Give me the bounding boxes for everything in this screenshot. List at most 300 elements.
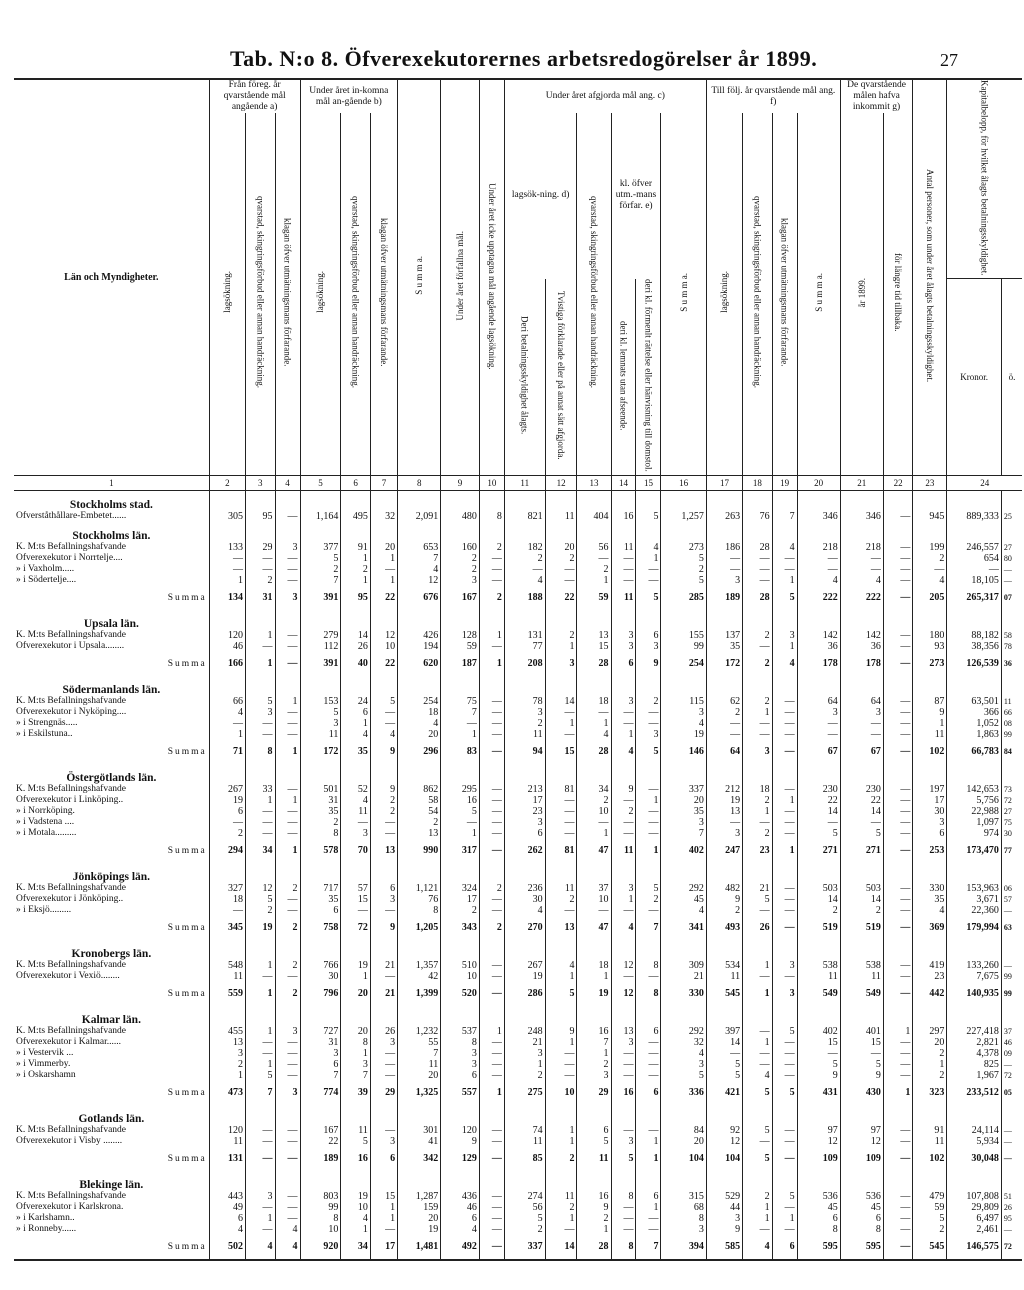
- empty-cell: [275, 522, 300, 542]
- value-cell: 63,501: [947, 696, 1001, 707]
- value-cell: 71: [209, 740, 245, 764]
- table-body: [14, 490, 1022, 1260]
- table-row: [14, 883, 1022, 894]
- table-row: [14, 1048, 1022, 1059]
- value-cell: —: [545, 905, 577, 916]
- empty-cell: [883, 1006, 913, 1026]
- empty-cell: [947, 676, 1001, 696]
- value-cell: 3: [275, 586, 300, 610]
- value-cell: 4,378: [947, 1048, 1001, 1059]
- value-cell: 1: [883, 1026, 913, 1037]
- table-row: [14, 817, 1022, 828]
- value-cell: 12: [246, 883, 276, 894]
- section-heading-row: [14, 1006, 1022, 1026]
- value-cell: 1: [441, 729, 480, 740]
- value-cell: 285: [661, 586, 706, 610]
- value-cell: 13: [545, 916, 577, 940]
- value-cell: 3: [706, 828, 742, 839]
- empty-cell: [636, 1006, 661, 1026]
- empty-cell: [341, 610, 371, 630]
- value-cell: 85: [504, 1147, 545, 1171]
- value-cell: 21: [661, 971, 706, 982]
- value-cell: 270: [504, 916, 545, 940]
- ore-cell: 84: [1001, 740, 1022, 764]
- value-cell: 11: [611, 586, 636, 610]
- authority-name: Öfverexekutor i Karlskrona.: [16, 1201, 124, 1212]
- value-cell: 4: [840, 575, 883, 586]
- value-cell: 5: [246, 894, 276, 905]
- table-row: [14, 1202, 1022, 1213]
- value-cell: 1: [246, 630, 276, 641]
- empty-cell: [661, 610, 706, 630]
- value-cell: 766: [300, 960, 341, 971]
- value-cell: 3: [246, 707, 276, 718]
- value-cell: 3: [611, 630, 636, 641]
- value-cell: —: [636, 817, 661, 828]
- value-cell: 131: [209, 1147, 245, 1171]
- value-cell: 5: [300, 553, 341, 564]
- value-cell: 1: [743, 806, 773, 817]
- value-cell: 2: [636, 696, 661, 707]
- section-heading: Östergötlands län.: [66, 771, 157, 784]
- value-cell: —: [611, 1125, 636, 1136]
- authority-name: » i Vimmerby.: [16, 1058, 71, 1069]
- summa-label: Summa: [167, 1153, 207, 1164]
- value-cell: —: [479, 575, 504, 586]
- header-forfallna: Under året förfallna mål.: [441, 79, 480, 475]
- value-cell: 230: [840, 784, 883, 795]
- value-cell: —: [883, 905, 913, 916]
- value-cell: 3: [636, 729, 661, 740]
- value-cell: 74: [504, 1125, 545, 1136]
- value-cell: 442: [913, 982, 947, 1006]
- empty-cell: [577, 676, 611, 696]
- value-cell: 35: [341, 740, 371, 764]
- value-cell: —: [479, 1136, 504, 1147]
- value-cell: 28: [743, 586, 773, 610]
- value-cell: —: [883, 1224, 913, 1235]
- value-cell: 23: [743, 839, 773, 863]
- value-cell: —: [706, 553, 742, 564]
- empty-cell: [577, 1171, 611, 1191]
- authority-name: Öfverståthållare-Embetet......: [16, 510, 127, 521]
- authority-name: » i Södertelje....: [16, 574, 77, 585]
- value-cell: —: [840, 729, 883, 740]
- value-cell: —: [883, 971, 913, 982]
- empty-cell: [1001, 1105, 1022, 1125]
- value-cell: 67: [840, 740, 883, 764]
- value-cell: —: [246, 806, 276, 817]
- table-row: [14, 806, 1022, 817]
- value-cell: —: [883, 707, 913, 718]
- authority-name: » i Motala.........: [16, 827, 77, 838]
- table-row: [14, 564, 1022, 575]
- value-cell: 8: [797, 1224, 840, 1235]
- empty-cell: [504, 1105, 545, 1125]
- value-cell: 301: [398, 1125, 441, 1136]
- summa-label: Summa: [167, 1087, 207, 1098]
- value-cell: 585: [706, 1235, 742, 1260]
- value-cell: 9: [706, 894, 742, 905]
- value-cell: —: [611, 718, 636, 729]
- authority-name: » i Eskilstuna..: [16, 728, 73, 739]
- value-cell: 402: [797, 1026, 840, 1037]
- value-cell: 1,164: [300, 511, 341, 522]
- section-heading-row: [14, 610, 1022, 630]
- ore-cell: 75: [1001, 817, 1022, 828]
- column-number: 13: [577, 475, 611, 490]
- value-cell: —: [743, 905, 773, 916]
- value-cell: —: [275, 971, 300, 982]
- column-number: 1: [14, 475, 209, 490]
- value-cell: 18: [577, 696, 611, 707]
- empty-cell: [209, 764, 245, 784]
- page-title: Tab. N:o 8. Öfverexekutorernes arbetsredogörelser år 1899.: [230, 46, 818, 71]
- value-cell: 3: [504, 1048, 545, 1059]
- value-cell: 1,097: [947, 817, 1001, 828]
- value-cell: 35: [706, 641, 742, 652]
- empty-cell: [504, 490, 545, 511]
- value-cell: 5: [772, 1191, 797, 1202]
- value-cell: 16: [341, 1147, 371, 1171]
- value-cell: 1: [636, 1202, 661, 1213]
- value-cell: 3: [661, 1224, 706, 1235]
- value-cell: 56: [504, 1202, 545, 1213]
- empty-cell: [706, 490, 742, 511]
- value-cell: —: [611, 707, 636, 718]
- header-afgjorda: Under året afgjorda mål ang. c): [504, 79, 706, 113]
- value-cell: 5: [743, 894, 773, 905]
- value-cell: —: [883, 1048, 913, 1059]
- value-cell: —: [479, 1048, 504, 1059]
- header-under-qvarstad: qvarstad, skingringsförbud eller annan handräckning.: [341, 113, 371, 475]
- empty-cell: [246, 764, 276, 784]
- value-cell: 47: [577, 916, 611, 940]
- authority-name: » i Vadstena ....: [16, 816, 75, 827]
- value-cell: 6: [840, 1213, 883, 1224]
- value-cell: 7: [341, 1070, 371, 1081]
- empty-cell: [370, 764, 397, 784]
- value-cell: 8: [246, 740, 276, 764]
- value-cell: 549: [797, 982, 840, 1006]
- authority-name: » i Strengnäs.....: [16, 717, 78, 728]
- value-cell: 23: [913, 971, 947, 982]
- value-cell: 1,357: [398, 960, 441, 971]
- empty-cell: [797, 1006, 840, 1026]
- value-cell: —: [840, 1048, 883, 1059]
- value-cell: 13: [398, 828, 441, 839]
- value-cell: 5: [636, 586, 661, 610]
- value-cell: 19: [209, 795, 245, 806]
- value-cell: 18: [209, 894, 245, 905]
- value-cell: 11: [504, 729, 545, 740]
- value-cell: 4: [441, 1224, 480, 1235]
- value-cell: 1: [772, 1213, 797, 1224]
- authority-name: Öfverexekutor i Upsala........: [16, 640, 125, 651]
- empty-cell: [577, 610, 611, 630]
- value-cell: 22: [797, 795, 840, 806]
- value-cell: 68: [661, 1202, 706, 1213]
- value-cell: 26: [341, 641, 371, 652]
- value-cell: —: [246, 1125, 276, 1136]
- value-cell: 19: [246, 916, 276, 940]
- empty-cell: [300, 1105, 341, 1125]
- value-cell: 369: [913, 916, 947, 940]
- empty-cell: [370, 610, 397, 630]
- value-cell: —: [611, 553, 636, 564]
- value-cell: —: [883, 784, 913, 795]
- value-cell: 1: [209, 1070, 245, 1081]
- empty-cell: [545, 764, 577, 784]
- value-cell: 324: [441, 883, 480, 894]
- value-cell: 28: [577, 740, 611, 764]
- value-cell: —: [883, 806, 913, 817]
- value-cell: 1: [246, 1026, 276, 1037]
- column-number: 3: [246, 475, 276, 490]
- empty-cell: [209, 1105, 245, 1125]
- empty-cell: [797, 676, 840, 696]
- empty-cell: [545, 1171, 577, 1191]
- empty-cell: [636, 764, 661, 784]
- header-lagsokning-d: lagsök-ning. d): [504, 113, 577, 279]
- value-cell: 4: [797, 575, 840, 586]
- value-cell: 36: [797, 641, 840, 652]
- empty-cell: [370, 940, 397, 960]
- value-cell: —: [772, 1136, 797, 1147]
- summa-row: [14, 982, 1022, 1006]
- value-cell: —: [883, 564, 913, 575]
- ore-cell: 72: [1001, 795, 1022, 806]
- value-cell: 12: [398, 575, 441, 586]
- empty-cell: [743, 940, 773, 960]
- value-cell: 1: [577, 1224, 611, 1235]
- empty-cell: [706, 1105, 742, 1125]
- value-cell: 825: [947, 1059, 1001, 1070]
- empty-cell: [611, 676, 636, 696]
- value-cell: 4: [209, 1224, 245, 1235]
- value-cell: 246,557: [947, 542, 1001, 553]
- value-cell: 1: [772, 575, 797, 586]
- value-cell: 20: [341, 1026, 371, 1037]
- value-cell: 81: [545, 784, 577, 795]
- value-cell: —: [883, 817, 913, 828]
- value-cell: —: [479, 564, 504, 575]
- empty-cell: [840, 676, 883, 696]
- table-row: [14, 707, 1022, 718]
- value-cell: 134: [209, 586, 245, 610]
- value-cell: 1: [913, 718, 947, 729]
- value-cell: 545: [706, 982, 742, 1006]
- value-cell: 1: [577, 718, 611, 729]
- value-cell: —: [545, 1224, 577, 1235]
- value-cell: —: [246, 553, 276, 564]
- value-cell: 2: [300, 564, 341, 575]
- value-cell: 6: [209, 806, 245, 817]
- value-cell: 4: [341, 1213, 371, 1224]
- value-cell: 180: [913, 630, 947, 641]
- header-tvistiga: Tvistiga förklarade eller på annat sätt afgjorda.: [545, 279, 577, 475]
- value-cell: 19: [341, 1191, 371, 1202]
- table-row: [14, 894, 1022, 905]
- value-cell: 95: [246, 511, 276, 522]
- value-cell: —: [636, 971, 661, 982]
- value-cell: 22: [300, 1136, 341, 1147]
- value-cell: 2: [797, 905, 840, 916]
- value-cell: 1: [479, 652, 504, 676]
- value-cell: 13: [370, 839, 397, 863]
- value-cell: 3: [300, 718, 341, 729]
- value-cell: 1: [275, 795, 300, 806]
- value-cell: 21: [743, 883, 773, 894]
- empty-cell: [341, 863, 371, 883]
- value-cell: 35: [300, 806, 341, 817]
- value-cell: 31: [246, 586, 276, 610]
- value-cell: 2: [743, 828, 773, 839]
- value-cell: 22: [545, 586, 577, 610]
- value-cell: 14: [706, 1037, 742, 1048]
- value-cell: 2,461: [947, 1224, 1001, 1235]
- value-cell: 70: [341, 839, 371, 863]
- empty-cell: [341, 1105, 371, 1125]
- value-cell: 13: [209, 1037, 245, 1048]
- value-cell: 22: [370, 652, 397, 676]
- empty-cell: [504, 1006, 545, 1026]
- value-cell: 9: [797, 1070, 840, 1081]
- empty-cell: [883, 764, 913, 784]
- value-cell: 1: [577, 575, 611, 586]
- authority-name: » i Norrköping.: [16, 805, 75, 816]
- empty-cell: [743, 1006, 773, 1026]
- value-cell: —: [545, 729, 577, 740]
- value-cell: —: [479, 1213, 504, 1224]
- empty-cell: [883, 1105, 913, 1125]
- value-cell: 45: [661, 894, 706, 905]
- empty-cell: [611, 522, 636, 542]
- header-fran-klagan: klagan öfver utmätningsmans förfarande.: [275, 113, 300, 475]
- value-cell: 330: [661, 982, 706, 1006]
- empty-cell: [300, 610, 341, 630]
- empty-cell: [577, 522, 611, 542]
- value-cell: 172: [300, 740, 341, 764]
- value-cell: 4: [661, 1048, 706, 1059]
- header-till-lagsokning: lagsökning.: [706, 113, 742, 475]
- value-cell: —: [883, 916, 913, 940]
- empty-cell: [441, 1006, 480, 1026]
- empty-cell: [743, 522, 773, 542]
- empty-cell: [398, 522, 441, 542]
- value-cell: 5: [246, 1070, 276, 1081]
- value-cell: 218: [840, 542, 883, 553]
- value-cell: —: [275, 511, 300, 522]
- empty-cell: [743, 610, 773, 630]
- value-cell: 18: [743, 784, 773, 795]
- empty-cell: [840, 1171, 883, 1191]
- value-cell: 3: [636, 641, 661, 652]
- value-cell: 12: [370, 630, 397, 641]
- table-row: [14, 1224, 1022, 1235]
- column-number: 20: [797, 475, 840, 490]
- value-cell: 443: [209, 1191, 245, 1202]
- empty-cell: [441, 940, 480, 960]
- value-cell: 153: [300, 696, 341, 707]
- region-header: Län och Myndigheter.: [14, 79, 209, 475]
- value-cell: 187: [441, 652, 480, 676]
- empty-cell: [883, 522, 913, 542]
- ore-cell: 09: [1001, 1048, 1022, 1059]
- ore-cell: 46: [1001, 1037, 1022, 1048]
- value-cell: 4: [341, 729, 371, 740]
- value-cell: —: [772, 784, 797, 795]
- empty-cell: [743, 1171, 773, 1191]
- value-cell: 36: [840, 641, 883, 652]
- value-cell: 2: [246, 905, 276, 916]
- summa-row: [14, 1235, 1022, 1260]
- empty-cell: [341, 522, 371, 542]
- value-cell: 5: [840, 828, 883, 839]
- table-row: [14, 729, 1022, 740]
- value-cell: 3: [545, 652, 577, 676]
- value-cell: 1,121: [398, 883, 441, 894]
- value-cell: 317: [441, 839, 480, 863]
- ore-cell: 11: [1001, 696, 1022, 707]
- empty-cell: [479, 522, 504, 542]
- empty-cell: [913, 863, 947, 883]
- value-cell: —: [743, 1026, 773, 1037]
- page-number: 27: [940, 50, 958, 70]
- value-cell: —: [275, 1202, 300, 1213]
- value-cell: 5,756: [947, 795, 1001, 806]
- empty-cell: [300, 1171, 341, 1191]
- value-cell: —: [611, 1202, 636, 1213]
- value-cell: 3: [706, 1213, 742, 1224]
- value-cell: —: [797, 729, 840, 740]
- value-cell: 2: [545, 1147, 577, 1171]
- value-cell: —: [883, 586, 913, 610]
- value-cell: —: [545, 575, 577, 586]
- value-cell: —: [275, 1147, 300, 1171]
- value-cell: 436: [441, 1191, 480, 1202]
- summa-label: Summa: [167, 746, 207, 757]
- empty-cell: [840, 940, 883, 960]
- authority-name: K. M:ts Befallningshafvande: [16, 783, 127, 794]
- value-cell: 167: [300, 1125, 341, 1136]
- ore-cell: 99: [1001, 982, 1022, 1006]
- table-row: [14, 1059, 1022, 1070]
- value-cell: 1: [479, 630, 504, 641]
- empty-cell: [797, 764, 840, 784]
- value-cell: 213: [504, 784, 545, 795]
- value-cell: —: [246, 641, 276, 652]
- value-cell: 404: [577, 511, 611, 522]
- ore-cell: 72: [1001, 1235, 1022, 1260]
- value-cell: —: [479, 795, 504, 806]
- value-cell: —: [636, 575, 661, 586]
- value-cell: 1,863: [947, 729, 1001, 740]
- value-cell: 30: [913, 806, 947, 817]
- value-cell: —: [545, 564, 577, 575]
- empty-cell: [441, 764, 480, 784]
- value-cell: —: [772, 1224, 797, 1235]
- value-cell: —: [275, 894, 300, 905]
- value-cell: —: [840, 817, 883, 828]
- empty-cell: [209, 863, 245, 883]
- ore-cell: 07: [1001, 586, 1022, 610]
- value-cell: 31: [300, 795, 341, 806]
- value-cell: 107,808: [947, 1191, 1001, 1202]
- value-cell: 20: [398, 1070, 441, 1081]
- empty-cell: [706, 1171, 742, 1191]
- empty-cell: [611, 764, 636, 784]
